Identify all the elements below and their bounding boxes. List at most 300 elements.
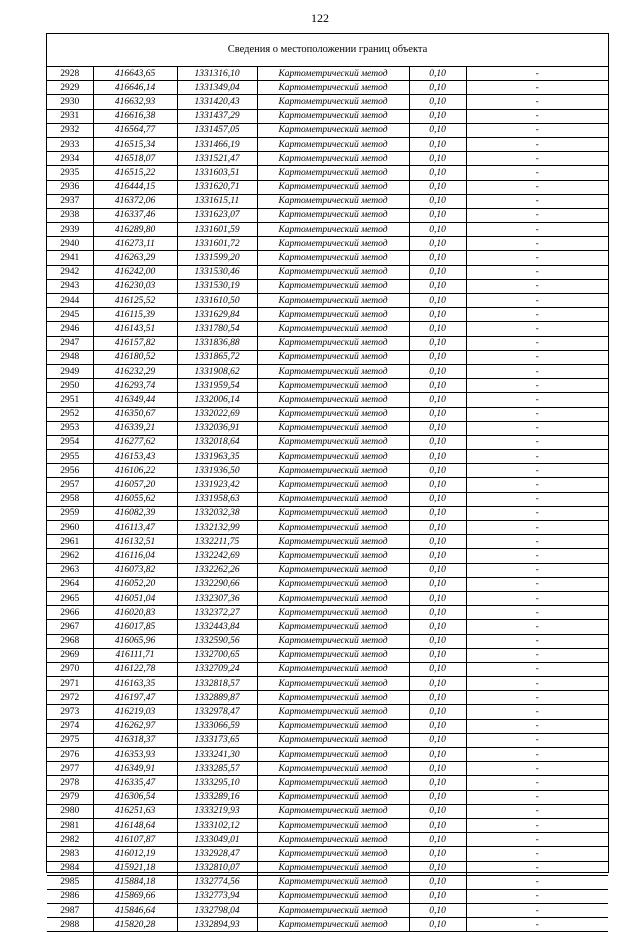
coordinate-x: 416017,85 [93,620,177,634]
point-number: 2949 [47,364,93,378]
coordinate-y: 1332709,24 [177,662,257,676]
coordinate-y: 1331908,62 [177,364,257,378]
determination-method: Картометрический метод [257,208,409,222]
point-description: - [466,137,608,151]
coordinate-y: 1332773,94 [177,889,257,903]
table-row [47,180,608,194]
coordinate-x: 416289,80 [93,223,177,237]
coordinate-y: 1333289,16 [177,790,257,804]
coordinate-x: 416052,20 [93,577,177,591]
accuracy-value: 0,10 [409,818,466,832]
point-description: - [466,379,608,393]
coordinate-x: 416515,22 [93,166,177,180]
accuracy-value: 0,10 [409,81,466,95]
coordinate-x: 416335,47 [93,776,177,790]
table-row [47,506,608,520]
coordinate-y: 1332443,84 [177,620,257,634]
coordinate-y: 1333102,12 [177,818,257,832]
accuracy-value: 0,10 [409,875,466,889]
determination-method: Картометрический метод [257,521,409,535]
table-row [47,294,608,308]
point-description: - [466,521,608,535]
table-row [47,748,608,762]
point-description: - [466,776,608,790]
point-description: - [466,535,608,549]
coordinate-y: 1333066,59 [177,719,257,733]
table-row [47,223,608,237]
table-row [47,804,608,818]
determination-method: Картометрический метод [257,464,409,478]
coordinate-x: 416051,04 [93,591,177,605]
accuracy-value: 0,10 [409,393,466,407]
point-number: 2975 [47,733,93,747]
coordinate-x: 415820,28 [93,918,177,932]
table-row [47,123,608,137]
point-number: 2938 [47,208,93,222]
determination-method: Картометрический метод [257,81,409,95]
determination-method: Картометрический метод [257,67,409,81]
point-description: - [466,762,608,776]
coordinate-x: 416646,14 [93,81,177,95]
coordinate-x: 416564,77 [93,123,177,137]
point-description: - [466,180,608,194]
coordinate-y: 1332262,26 [177,563,257,577]
point-description: - [466,620,608,634]
coordinate-y: 1333173,65 [177,733,257,747]
accuracy-value: 0,10 [409,109,466,123]
coordinate-y: 1331466,19 [177,137,257,151]
coordinate-x: 416148,64 [93,818,177,832]
accuracy-value: 0,10 [409,535,466,549]
point-number: 2956 [47,464,93,478]
table-row [47,265,608,279]
accuracy-value: 0,10 [409,237,466,251]
point-number: 2974 [47,719,93,733]
coordinate-y: 1331836,88 [177,336,257,350]
point-description: - [466,677,608,691]
point-description: - [466,223,608,237]
point-description: - [466,719,608,733]
accuracy-value: 0,10 [409,606,466,620]
point-description: - [466,450,608,464]
table-row [47,818,608,832]
coordinate-y: 1332290,66 [177,577,257,591]
determination-method: Картометрический метод [257,109,409,123]
accuracy-value: 0,10 [409,350,466,364]
determination-method: Картометрический метод [257,904,409,918]
point-description: - [466,662,608,676]
accuracy-value: 0,10 [409,67,466,81]
coordinate-x: 416055,62 [93,492,177,506]
table-row [47,350,608,364]
point-description: - [466,208,608,222]
coordinate-x: 416106,22 [93,464,177,478]
table-row [47,194,608,208]
coordinate-x: 416057,20 [93,478,177,492]
point-description: - [466,492,608,506]
accuracy-value: 0,10 [409,904,466,918]
coordinate-y: 1331615,11 [177,194,257,208]
point-number: 2950 [47,379,93,393]
coordinate-x: 416111,71 [93,648,177,662]
coordinate-x: 416262,97 [93,719,177,733]
determination-method: Картометрический метод [257,818,409,832]
coordinate-x: 415884,18 [93,875,177,889]
determination-method: Картометрический метод [257,918,409,932]
table-row [47,833,608,847]
accuracy-value: 0,10 [409,648,466,662]
accuracy-value: 0,10 [409,223,466,237]
coordinate-x: 416251,63 [93,804,177,818]
accuracy-value: 0,10 [409,563,466,577]
point-number: 2943 [47,279,93,293]
determination-method: Картометрический метод [257,180,409,194]
determination-method: Картометрический метод [257,748,409,762]
coordinate-x: 416107,87 [93,833,177,847]
point-number: 2979 [47,790,93,804]
determination-method: Картометрический метод [257,620,409,634]
point-number: 2952 [47,407,93,421]
accuracy-value: 0,10 [409,733,466,747]
point-description: - [466,634,608,648]
coordinate-y: 1331437,29 [177,109,257,123]
accuracy-value: 0,10 [409,308,466,322]
coordinate-y: 1332889,87 [177,691,257,705]
point-number: 2929 [47,81,93,95]
coordinate-y: 1331420,43 [177,95,257,109]
point-description: - [466,279,608,293]
coordinate-x: 416263,29 [93,251,177,265]
coordinate-x: 416125,52 [93,294,177,308]
coordinate-y: 1333219,93 [177,804,257,818]
coordinate-x: 416339,21 [93,421,177,435]
point-number: 2928 [47,67,93,81]
point-number: 2962 [47,549,93,563]
point-number: 2944 [47,294,93,308]
determination-method: Картометрический метод [257,790,409,804]
point-number: 2940 [47,237,93,251]
coordinate-x: 416273,11 [93,237,177,251]
table-row [47,364,608,378]
accuracy-value: 0,10 [409,137,466,151]
point-number: 2941 [47,251,93,265]
coordinate-y: 1332818,57 [177,677,257,691]
point-number: 2972 [47,691,93,705]
point-description: - [466,606,608,620]
coordinate-y: 1332018,64 [177,435,257,449]
point-number: 2934 [47,152,93,166]
point-number: 2936 [47,180,93,194]
table-row [47,407,608,421]
determination-method: Картометрический метод [257,123,409,137]
point-description: - [466,833,608,847]
point-number: 2965 [47,591,93,605]
accuracy-value: 0,10 [409,265,466,279]
accuracy-value: 0,10 [409,180,466,194]
coordinate-x: 416232,29 [93,364,177,378]
table-row [47,733,608,747]
table-row [47,847,608,861]
accuracy-value: 0,10 [409,677,466,691]
table-row [47,251,608,265]
coordinate-x: 416180,52 [93,350,177,364]
accuracy-value: 0,10 [409,506,466,520]
accuracy-value: 0,10 [409,123,466,137]
accuracy-value: 0,10 [409,790,466,804]
table-row [47,762,608,776]
page-number: 122 [311,11,329,25]
point-description: - [466,194,608,208]
point-description: - [466,95,608,109]
point-description: - [466,733,608,747]
coordinate-y: 1331316,10 [177,67,257,81]
table-row [47,137,608,151]
table-row [47,81,608,95]
table-row [47,435,608,449]
point-number: 2931 [47,109,93,123]
table-row [47,705,608,719]
table-row [47,719,608,733]
point-description: - [466,237,608,251]
determination-method: Картометрический метод [257,577,409,591]
coordinate-y: 1331530,46 [177,265,257,279]
accuracy-value: 0,10 [409,662,466,676]
table-row [47,464,608,478]
accuracy-value: 0,10 [409,549,466,563]
point-description: - [466,889,608,903]
determination-method: Картометрический метод [257,450,409,464]
point-number: 2963 [47,563,93,577]
determination-method: Картометрический метод [257,478,409,492]
table-row [47,237,608,251]
point-description: - [466,421,608,435]
coordinate-y: 1333241,30 [177,748,257,762]
determination-method: Картометрический метод [257,733,409,747]
table-row [47,535,608,549]
coordinate-y: 1331780,54 [177,322,257,336]
accuracy-value: 0,10 [409,833,466,847]
point-number: 2978 [47,776,93,790]
coordinate-x: 416643,65 [93,67,177,81]
determination-method: Картометрический метод [257,591,409,605]
accuracy-value: 0,10 [409,847,466,861]
coordinate-x: 416318,37 [93,733,177,747]
coordinate-x: 416306,54 [93,790,177,804]
accuracy-value: 0,10 [409,166,466,180]
point-description: - [466,350,608,364]
accuracy-value: 0,10 [409,364,466,378]
accuracy-value: 0,10 [409,421,466,435]
coordinate-y: 1331349,04 [177,81,257,95]
determination-method: Картометрический метод [257,308,409,322]
table-row [47,861,608,875]
table-row [47,152,608,166]
determination-method: Картометрический метод [257,294,409,308]
point-number: 2933 [47,137,93,151]
coordinate-x: 416277,62 [93,435,177,449]
point-number: 2967 [47,620,93,634]
determination-method: Картометрический метод [257,875,409,889]
point-number: 2957 [47,478,93,492]
table-row [47,109,608,123]
coordinate-y: 1333285,57 [177,762,257,776]
table-row [47,308,608,322]
determination-method: Картометрический метод [257,847,409,861]
coordinate-x: 416219,03 [93,705,177,719]
table-row [47,790,608,804]
determination-method: Картометрический метод [257,350,409,364]
coordinate-x: 416350,67 [93,407,177,421]
point-description: - [466,790,608,804]
coordinate-x: 416122,78 [93,662,177,676]
point-number: 2961 [47,535,93,549]
accuracy-value: 0,10 [409,194,466,208]
accuracy-value: 0,10 [409,918,466,932]
table-row [47,634,608,648]
point-description: - [466,904,608,918]
point-description: - [466,67,608,81]
determination-method: Картометрический метод [257,606,409,620]
determination-method: Картометрический метод [257,166,409,180]
coordinate-y: 1332590,56 [177,634,257,648]
table-row [47,450,608,464]
coordinate-x: 416632,93 [93,95,177,109]
coordinate-x: 416293,74 [93,379,177,393]
coordinate-x: 416012,19 [93,847,177,861]
coordinate-y: 1332006,14 [177,393,257,407]
point-number: 2930 [47,95,93,109]
point-description: - [466,464,608,478]
coordinate-x: 415869,66 [93,889,177,903]
coordinate-y: 1332774,56 [177,875,257,889]
table-row [47,591,608,605]
point-number: 2973 [47,705,93,719]
point-number: 2958 [47,492,93,506]
determination-method: Картометрический метод [257,691,409,705]
coordinate-x: 416113,47 [93,521,177,535]
determination-method: Картометрический метод [257,421,409,435]
determination-method: Картометрический метод [257,677,409,691]
table-row [47,67,608,81]
table-row [47,166,608,180]
point-number: 2948 [47,350,93,364]
table-row [47,776,608,790]
point-description: - [466,393,608,407]
determination-method: Картометрический метод [257,776,409,790]
point-number: 2983 [47,847,93,861]
coordinate-x: 415921,18 [93,861,177,875]
point-number: 2971 [47,677,93,691]
determination-method: Картометрический метод [257,563,409,577]
coordinate-y: 1332372,27 [177,606,257,620]
coordinate-y: 1332810,07 [177,861,257,875]
determination-method: Картометрический метод [257,152,409,166]
determination-method: Картометрический метод [257,762,409,776]
table-row [47,648,608,662]
accuracy-value: 0,10 [409,492,466,506]
point-description: - [466,591,608,605]
determination-method: Картометрический метод [257,889,409,903]
accuracy-value: 0,10 [409,152,466,166]
coordinate-x: 416163,35 [93,677,177,691]
table-row [47,691,608,705]
coordinate-y: 1333049,01 [177,833,257,847]
accuracy-value: 0,10 [409,379,466,393]
point-description: - [466,577,608,591]
boundary-table-sheet [46,33,609,930]
table-row [47,336,608,350]
accuracy-value: 0,10 [409,804,466,818]
coordinate-y: 1331620,71 [177,180,257,194]
coordinate-y: 1332132,99 [177,521,257,535]
point-number: 2955 [47,450,93,464]
point-description: - [466,478,608,492]
point-description: - [466,648,608,662]
table-row [47,875,608,889]
accuracy-value: 0,10 [409,251,466,265]
point-description: - [466,861,608,875]
coordinate-x: 416197,47 [93,691,177,705]
accuracy-value: 0,10 [409,762,466,776]
coordinate-y: 1331923,42 [177,478,257,492]
coordinate-x: 416073,82 [93,563,177,577]
point-number: 2932 [47,123,93,137]
determination-method: Картометрический метод [257,265,409,279]
coordinate-y: 1331610,50 [177,294,257,308]
accuracy-value: 0,10 [409,705,466,719]
determination-method: Картометрический метод [257,435,409,449]
point-number: 2976 [47,748,93,762]
point-number: 2935 [47,166,93,180]
table-row [47,478,608,492]
determination-method: Картометрический метод [257,648,409,662]
determination-method: Картометрический метод [257,137,409,151]
accuracy-value: 0,10 [409,336,466,350]
accuracy-value: 0,10 [409,691,466,705]
coordinates-table-body [47,67,608,932]
point-number: 2937 [47,194,93,208]
determination-method: Картометрический метод [257,322,409,336]
point-description: - [466,918,608,932]
coordinate-y: 1331521,47 [177,152,257,166]
coordinates-table [47,67,608,932]
point-number: 2945 [47,308,93,322]
table-row [47,379,608,393]
table-row [47,677,608,691]
coordinate-x: 416372,06 [93,194,177,208]
accuracy-value: 0,10 [409,208,466,222]
point-number: 2966 [47,606,93,620]
point-description: - [466,847,608,861]
coordinate-x: 416020,83 [93,606,177,620]
point-number: 2984 [47,861,93,875]
coordinate-y: 1332307,36 [177,591,257,605]
determination-method: Картометрический метод [257,364,409,378]
accuracy-value: 0,10 [409,279,466,293]
determination-method: Картометрический метод [257,237,409,251]
point-number: 2947 [47,336,93,350]
table-row [47,620,608,634]
coordinate-y: 1332211,75 [177,535,257,549]
coordinate-y: 1331457,05 [177,123,257,137]
accuracy-value: 0,10 [409,861,466,875]
coordinate-x: 416337,46 [93,208,177,222]
table-row [47,492,608,506]
determination-method: Картометрический метод [257,336,409,350]
coordinate-x: 416082,39 [93,506,177,520]
point-description: - [466,109,608,123]
point-number: 2988 [47,918,93,932]
